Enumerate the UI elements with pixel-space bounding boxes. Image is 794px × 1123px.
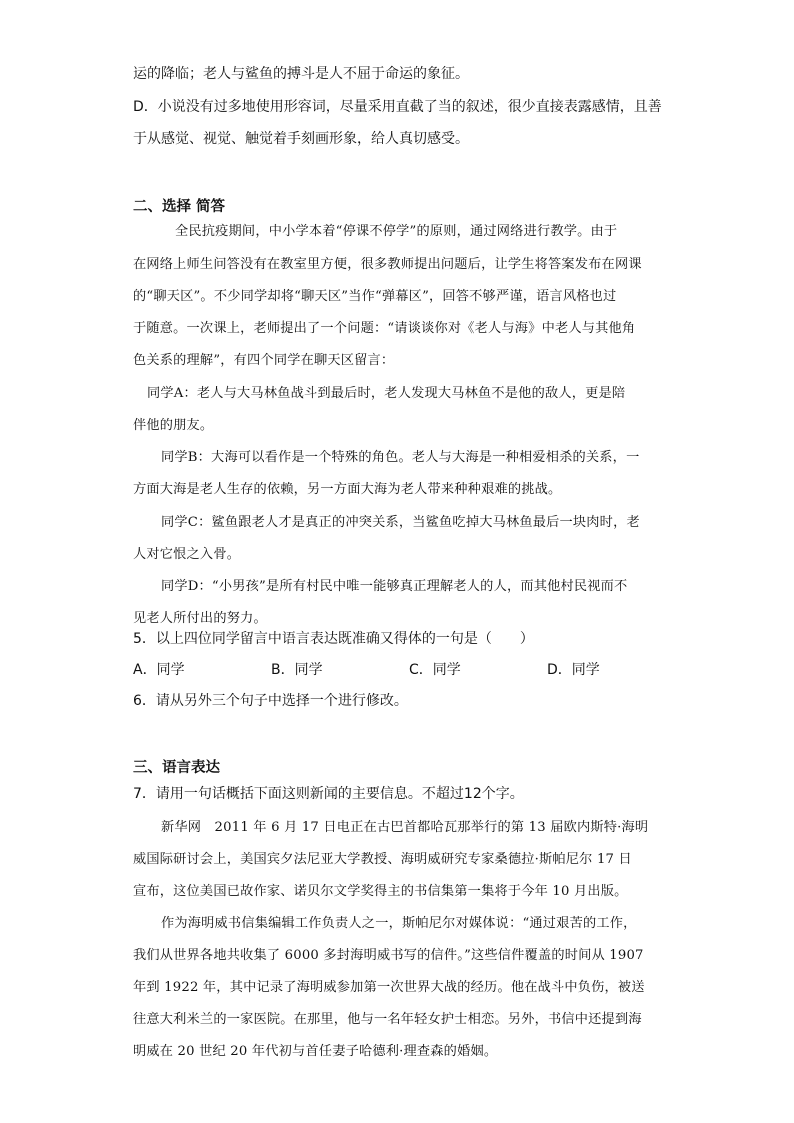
option-d[interactable]: D．同学 [547,662,600,678]
question-5: 5．以上四位同学留言中语言表达既准确又得体的一句是（ ） [133,631,534,647]
news-line: 威国际研讨会上，美国宾夕法尼亚大学教授、海明威研究专家桑德拉·斯帕尼尔 17 日 [133,852,632,867]
option-d-line: 于从感觉、视觉、触觉着手刻画形象，给人真切感受。 [133,131,469,147]
answer-line: 人对它恨之入骨。 [133,547,241,562]
option-d-line: D．小说没有过多地使用形容词，尽量采用直截了当的叙述，很少直接表露感情，且善 [133,99,662,115]
question-6: 6．请从另外三个句子中选择一个进行修改。 [133,693,408,709]
news-line: 年到 1922 年，其中记录了海明威参加第一次世界大战的经历。他在战斗中负伤，被送 [133,980,645,995]
answer-line: 伴他的朋友。 [133,418,214,433]
prev-question-line: 运的降临；老人与鲨鱼的搏斗是人不屈于命运的象征。 [133,66,469,82]
answer-line: 同学C：鲨鱼跟老人才是真正的冲突关系，当鲨鱼吃掉大马林鱼最后一块肉时，老 [161,515,640,530]
news-line: 我们从世界各地共收集了 6000 多封海明威书写的信件。”这些信件覆盖的时间从 1907 [133,948,644,963]
passage-line: 于随意。一次课上，老师提出了一个问题：“请谈谈你对《老人与海》中老人与其他角 [133,321,636,336]
option-c[interactable]: C．同学 [409,662,461,678]
answer-line: 同学D：“小男孩”是所有村民中唯一能够真正理解老人的人，而其他村民视而不 [161,579,628,594]
option-a[interactable]: A．同学 [133,662,185,678]
news-line: 往意大利米兰的一家医院。在那里，他与一名年轻女护士相恋。另外，书信中还提到海 [133,1012,642,1027]
answer-line: 同学B：大海可以看作是一个特殊的角色。老人与大海是一种相爱相杀的关系，一 [161,450,640,465]
news-line: 新华网 2011 年 6 月 17 日电正在古巴首都哈瓦那举行的第 13 届欧内斯特·海明 [161,820,649,835]
passage-line: 全民抗疫期间，中小学本着“停课不停学”的原则，通过网络进行教学。由于 [175,224,618,239]
section-heading: 二、选择 简答 [133,199,226,215]
answer-line: 同学A：老人与大马林鱼战斗到最后时，老人发现大马林鱼不是他的敌人，更是陪 [147,386,626,401]
news-line: 作为海明威书信集编辑工作负责人之一，斯帕尼尔对媒体说：“通过艰苦的工作， [161,916,637,931]
news-line: 宣布，这位美国已故作家、诺贝尔文学奖得主的书信集第一集将于今年 10 月出版。 [133,884,628,899]
section-heading: 三、语言表达 [133,760,220,776]
question-7: 7．请用一句话概括下面这则新闻的主要信息。不超过12个字。 [133,786,524,802]
option-b[interactable]: B．同学 [271,662,323,678]
passage-line: 色关系的理解”，有四个同学在聊天区留言： [133,353,395,368]
news-line: 明威在 20 世纪 20 年代初与首任妻子哈德利·理查森的婚姻。 [133,1044,498,1059]
passage-line: 在网络上师生问答没有在教室里方便，很多教师提出问题后，让学生将答案发布在网课 [133,257,642,272]
answer-line: 见老人所付出的努力。 [133,611,267,626]
answer-line: 方面大海是老人生存的依赖，另一方面大海为老人带来种种艰难的挑战。 [133,482,562,497]
passage-line: 的“聊天区”。不少同学却将“聊天区”当作“弹幕区”，回答不够严谨，语言风格也过 [133,289,617,304]
